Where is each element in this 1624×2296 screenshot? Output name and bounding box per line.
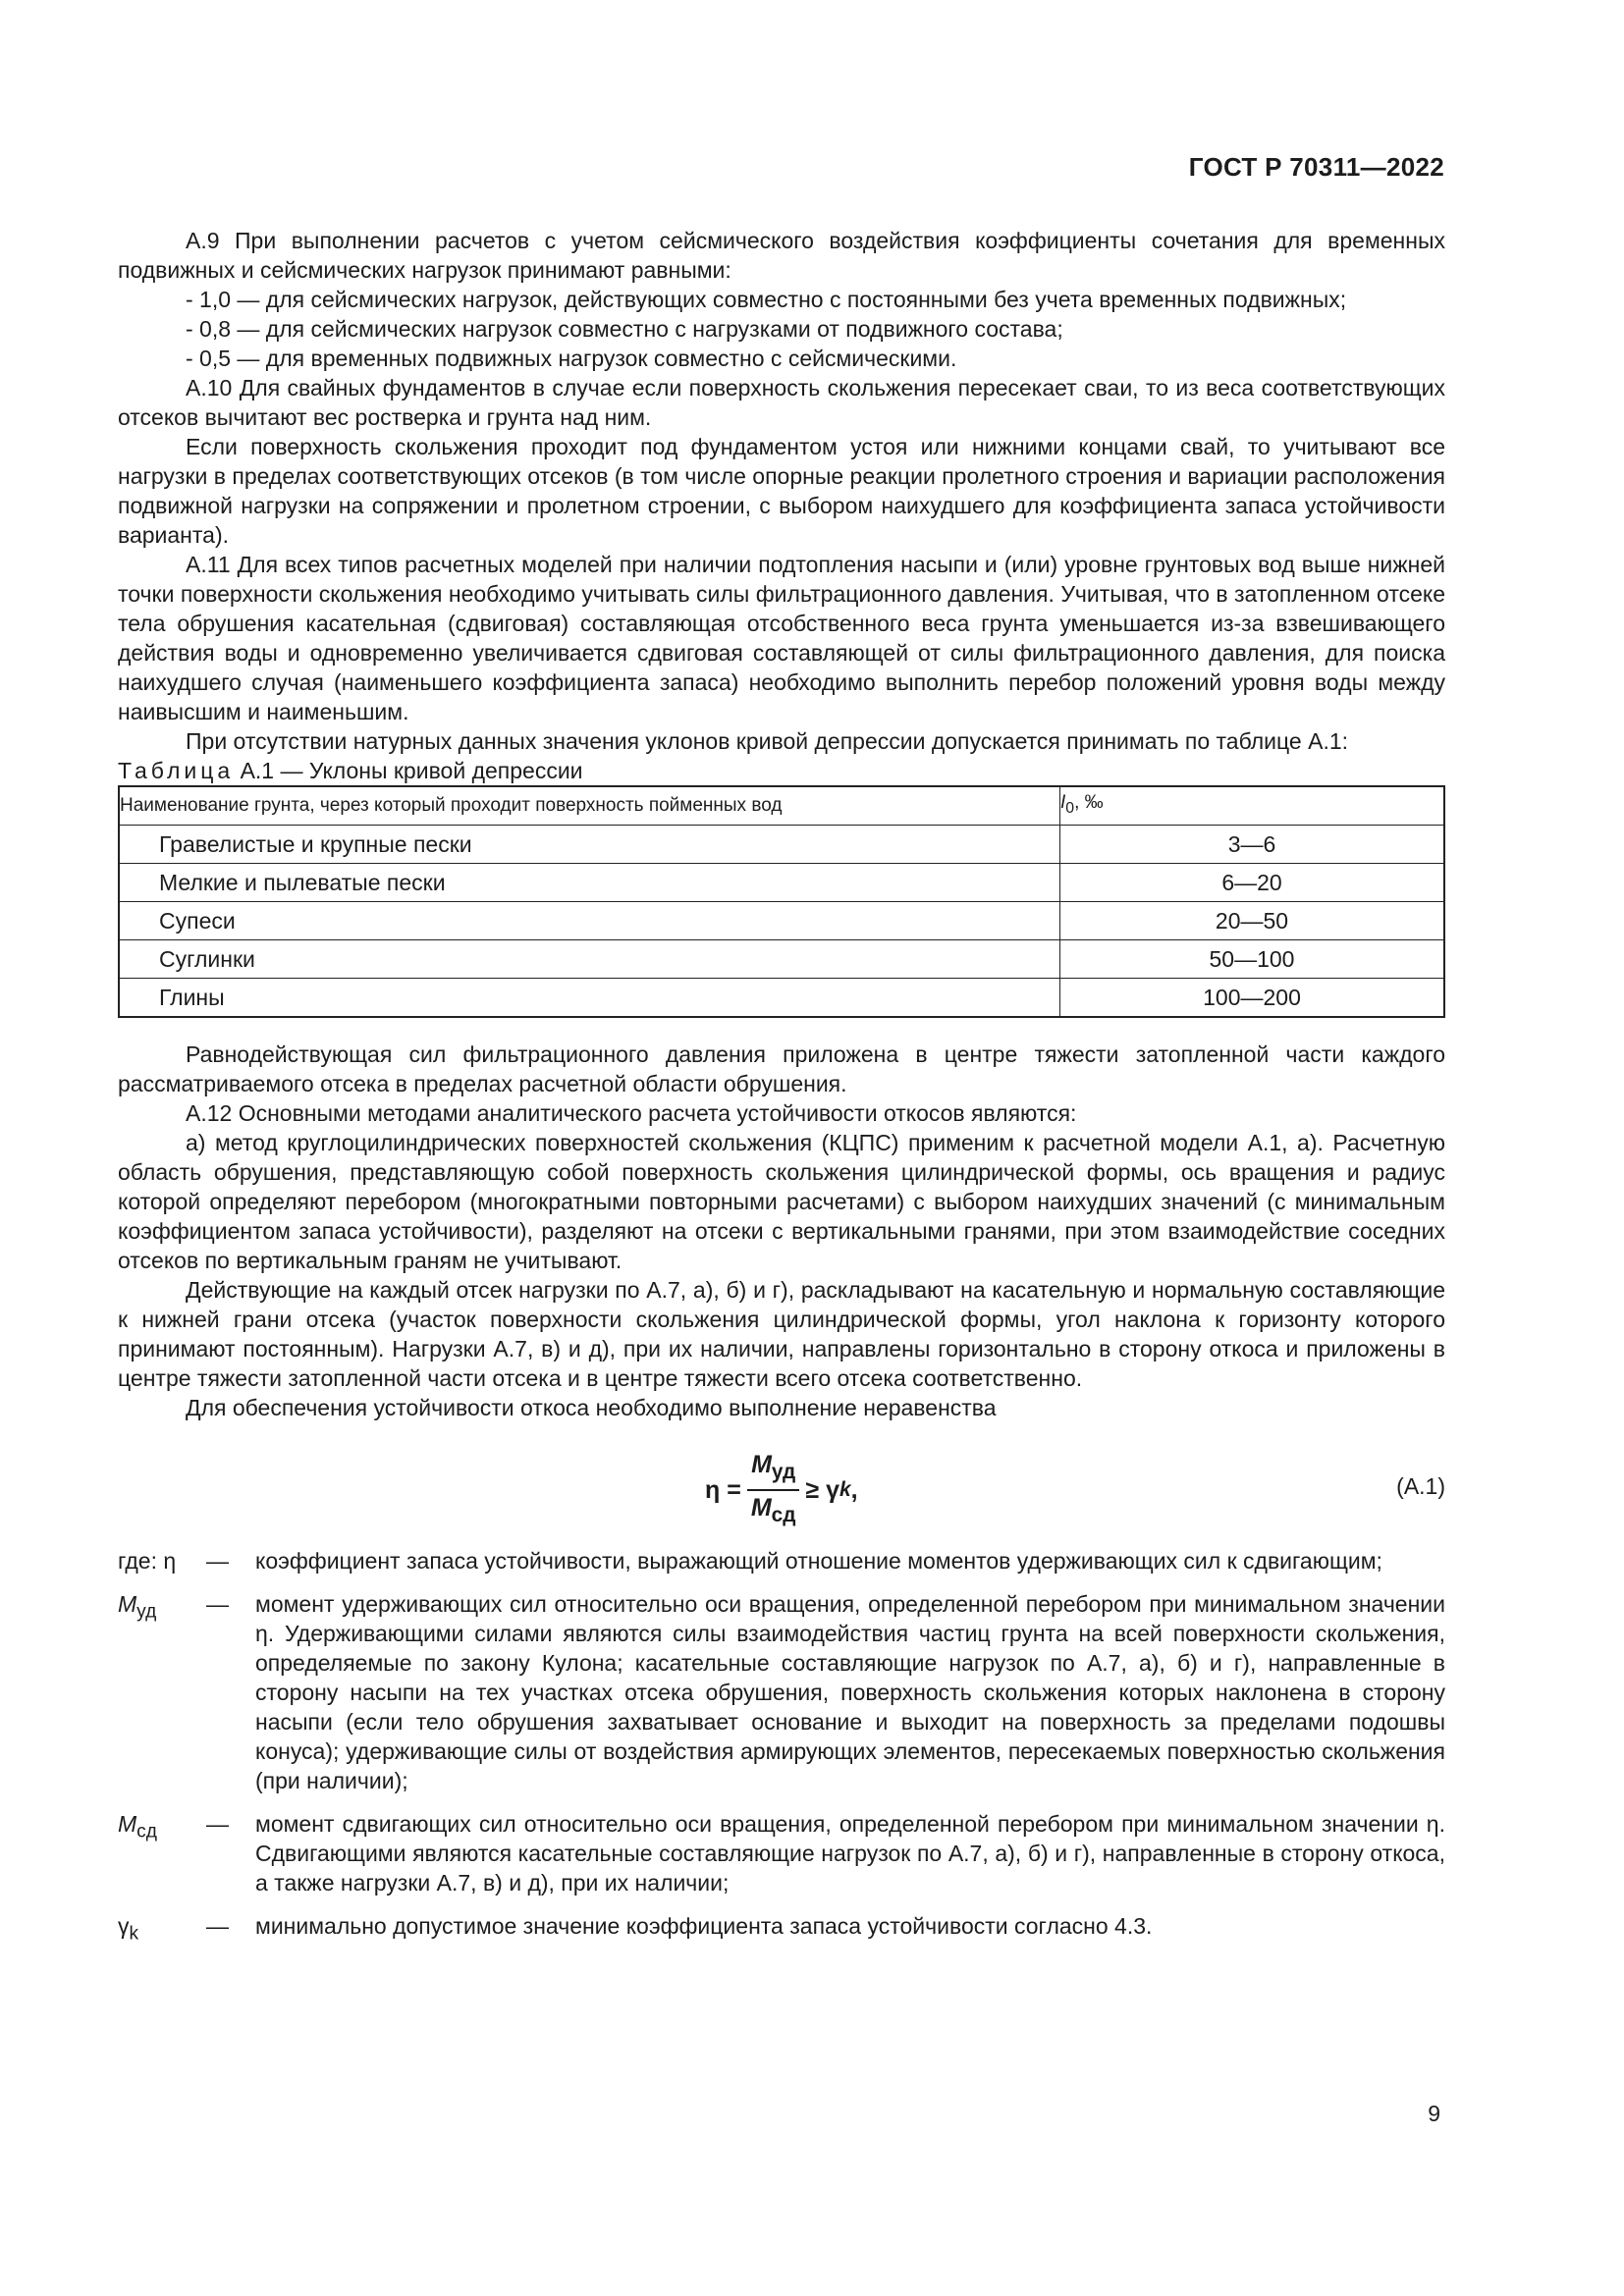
page-number: 9 bbox=[1428, 2101, 1440, 2126]
formula-expression bbox=[705, 1450, 858, 1530]
numerator-symbol: M bbox=[751, 1451, 772, 1478]
soil-name-cell: Суглинки bbox=[119, 940, 1060, 979]
slope-value-cell: 6—20 bbox=[1060, 864, 1445, 902]
symbol-subscript: k bbox=[129, 1923, 139, 1945]
formula-denominator bbox=[747, 1491, 800, 1530]
list-item: - 1,0 — для сейсмических нагрузок, действующих совместно с постоянными без учета временных подвижных; bbox=[186, 287, 1347, 312]
numerator-subscript: уд bbox=[771, 1461, 796, 1483]
symbol-text: M bbox=[118, 1811, 137, 1837]
definition-item bbox=[118, 1911, 1445, 1949]
symbol-subscript: уд bbox=[136, 1601, 157, 1623]
list-item: - 0,8 — для сейсмических нагрузок совместно с нагрузками от подвижного состава; bbox=[186, 316, 1063, 342]
definition-symbol bbox=[118, 1589, 206, 1795]
slope-value-cell: 3—6 bbox=[1060, 826, 1445, 864]
slope-value-cell: 20—50 bbox=[1060, 902, 1445, 940]
definition-symbol bbox=[118, 1546, 206, 1575]
definition-symbol bbox=[118, 1911, 206, 1949]
paragraph-after-table: Равнодействующая сил фильтрационного давления приложена в центре тяжести затопленной части каждого рассматриваемого отсека в пределах расчетной области обрушения. bbox=[118, 1041, 1445, 1096]
definition-symbol bbox=[118, 1809, 206, 1897]
definition-dash: — bbox=[206, 1913, 229, 1939]
soil-name-cell: Глины bbox=[119, 979, 1060, 1018]
list-item: - 0,5 — для временных подвижных нагрузок совместно с сейсмическими. bbox=[186, 346, 957, 371]
symbol-text: γ bbox=[118, 1913, 130, 1939]
symbol-text: где: η bbox=[118, 1548, 177, 1574]
definition-text: момент удерживающих сил относительно оси вращения, определенной перебором при минимальном значении η. Удерживающими силами являются силы взаимодействия частиц грунта на всей поверхности скольжения, определяемые по закону Кулона; касательные составляющие нагрузок по А.7, а), б) и г), направленные в сторону насыпи на тех участках отсека обрушения, поверхность скольжения которых наклонена в сторону насыпи (если тело обрушения захватывает основание и выходит на поверхность за пределами подошвы конуса); удерживающие силы от воздействия армирующих элементов, пересекаемых поверхностью скольжения (при наличии); bbox=[255, 1591, 1445, 1793]
formula-numerator bbox=[747, 1450, 799, 1491]
table-row bbox=[119, 902, 1444, 940]
denominator-subscript: сд bbox=[771, 1504, 796, 1526]
definition-item bbox=[118, 1809, 1445, 1897]
paragraph-a11-b: При отсутствии натурных данных значения уклонов кривой депрессии допускается принимать по таблице А.1: bbox=[186, 728, 1349, 754]
definition-text: момент сдвигающих сил относительно оси вращения, определенной перебором при минимальном значении η. Сдвигающими являются касательные составляющие нагрузок по А.7, а), б) и г), направленные в сторону откоса, а также нагрузки А.7, в) и д), при их наличии; bbox=[255, 1811, 1445, 1896]
definitions-list bbox=[118, 1546, 1445, 1949]
formula-rhs: ≥ γ bbox=[805, 1476, 840, 1504]
paragraph-a12-a: а) метод круглоцилиндрических поверхностей скольжения (КЦПС) применим к расчетной модели А.1, а). Расчетную область обрушения, представляющую собой поверхность скольжения цилиндрической формы, ось вращения и радиус которой определяют перебором (многократными повторными расчетами) с выбором наихудших значений (с минимальным коэффициентом запаса устойчивости), разделяют на отсеки с вертикальными гранями, при этом взаимодействие соседних отсеков по вертикальным граням не учитывают. bbox=[118, 1130, 1445, 1273]
slope-value-cell: 50—100 bbox=[1060, 940, 1445, 979]
slope-symbol: I bbox=[1060, 792, 1066, 814]
soil-name-cell: Супеси bbox=[119, 902, 1060, 940]
definition-item bbox=[118, 1589, 1445, 1795]
slope-table bbox=[118, 785, 1445, 1018]
definition-dash: — bbox=[206, 1591, 229, 1617]
denominator-symbol: M bbox=[750, 1494, 772, 1522]
table-caption bbox=[118, 756, 1445, 785]
table-caption-prefix: Таблица bbox=[118, 758, 235, 783]
paragraph-a12-c: Для обеспечения устойчивости откоса необходимо выполнение неравенства bbox=[186, 1395, 997, 1420]
paragraph-a11: А.11 Для всех типов расчетных моделей при наличии подтопления насыпи и (или) уровне грунтовых вод выше нижней точки поверхности скольжения необходимо учитывать силы фильтрационного давления. Учитывая, что в затопленном отсеке тела обрушения касательная (сдвиговая) составляющая отсобственного веса грунта уменьшается из-за взвешивающего действия воды и одновременно увеличивается сдвиговая составляющей от силы фильтрационного давления, для поиска наихудшего случая (наименьшего коэффициента запаса) необходимо выполнить перебор положений уровня воды между наивысшим и наименьшим. bbox=[118, 552, 1445, 724]
slope-unit: , ‰ bbox=[1074, 792, 1104, 814]
slope-symbol-subscript: 0 bbox=[1065, 799, 1075, 817]
formula-number: (А.1) bbox=[1396, 1473, 1445, 1499]
paragraph-a12: А.12 Основными методами аналитического расчета устойчивости откосов являются: bbox=[186, 1100, 1077, 1126]
symbol-subscript: сд bbox=[136, 1821, 157, 1842]
main-text bbox=[118, 226, 1445, 1963]
symbol-text: M bbox=[118, 1591, 137, 1617]
table-header-row bbox=[119, 786, 1444, 826]
table-row bbox=[119, 826, 1444, 864]
slope-value-cell: 100—200 bbox=[1060, 979, 1445, 1018]
column-header-soil: Наименование грунта, через который проходит поверхность пойменных вод bbox=[119, 786, 1060, 826]
standard-header: ГОСТ Р 70311—2022 bbox=[1188, 152, 1444, 182]
definition-item bbox=[118, 1546, 1445, 1575]
table-caption-title: А.1 — Уклоны кривой депрессии bbox=[234, 758, 583, 783]
paragraph-a9: А.9 При выполнении расчетов с учетом сейсмического воздействия коэффициенты сочетания для временных подвижных и сейсмических нагрузок принимают равными: bbox=[118, 228, 1445, 283]
definition-dash: — bbox=[206, 1811, 229, 1837]
paragraph-a10: А.10 Для свайных фундаментов в случае если поверхность скольжения пересекает сваи, то из веса соответствующих отсеков вычитают вес ростверка и грунта над ним. bbox=[118, 375, 1445, 430]
formula-rhs-subscript: k bbox=[839, 1478, 851, 1501]
definition-text: коэффициент запаса устойчивости, выражающий отношение моментов удерживающих сил к сдвигающим; bbox=[255, 1548, 1382, 1574]
table-row bbox=[119, 864, 1444, 902]
formula-a1 bbox=[118, 1434, 1445, 1532]
definition-text: минимально допустимое значение коэффициента запаса устойчивости согласно 4.3. bbox=[255, 1913, 1153, 1939]
formula-fraction bbox=[747, 1450, 800, 1530]
soil-name-cell: Мелкие и пылеватые пески bbox=[119, 864, 1060, 902]
definition-dash: — bbox=[206, 1548, 229, 1574]
soil-name-cell: Гравелистые и крупные пески bbox=[119, 826, 1060, 864]
formula-lhs: η = bbox=[705, 1476, 741, 1504]
table-row bbox=[119, 979, 1444, 1018]
table-row bbox=[119, 940, 1444, 979]
paragraph-a12-b: Действующие на каждый отсек нагрузки по А.7, а), б) и г), раскладывают на касательную и нормальную составляющие к нижней грани отсека (участок поверхности скольжения цилиндрической формы, угол наклона к горизонту которого принимают постоянным). Нагрузки А.7, в) и д), при их наличии, направлены горизонтально в сторону откоса и приложены в центре тяжести затопленной части отсека и в центре тяжести всего отсека соответственно. bbox=[118, 1277, 1445, 1391]
formula-tail: , bbox=[850, 1476, 858, 1504]
column-header-slope bbox=[1060, 786, 1445, 826]
paragraph-a10-b: Если поверхность скольжения проходит под фундаментом устоя или нижними концами свай, то учитывают все нагрузки в пределах соответствующих отсеков (в том числе опорные реакции пролетного строения и вариации расположения подвижной нагрузки на сопряжении и пролетном строении, с выбором наихудшего для коэффициента запаса устойчивости варианта). bbox=[118, 434, 1446, 548]
